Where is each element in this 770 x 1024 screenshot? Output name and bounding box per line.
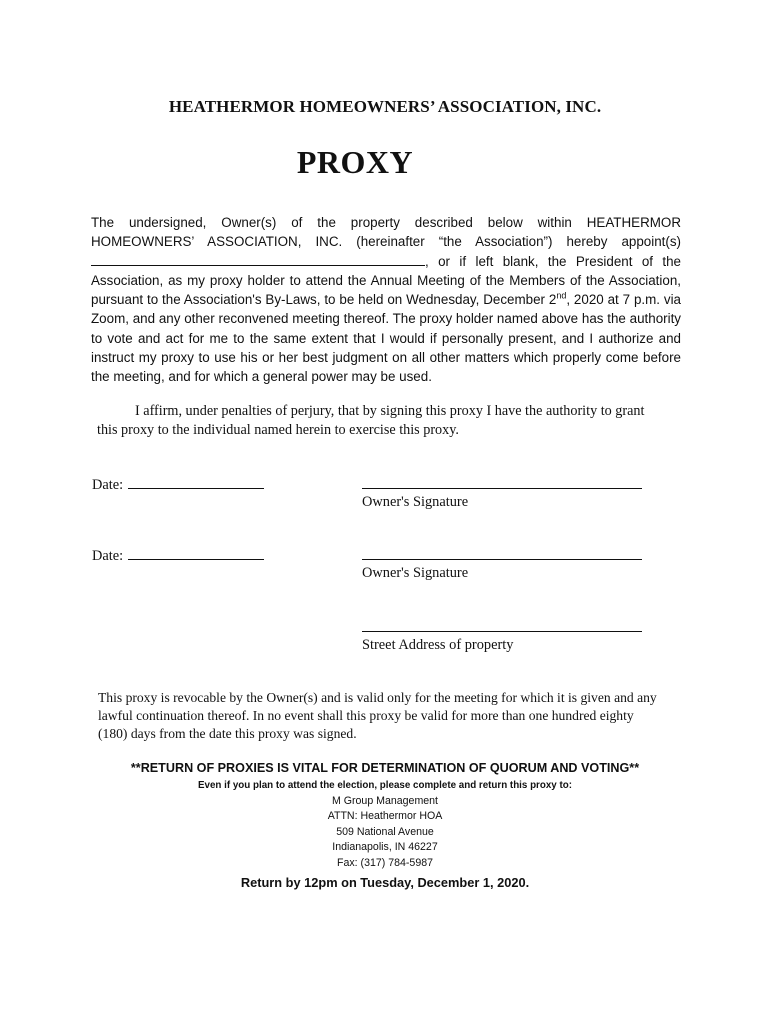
date-label: Date: xyxy=(92,477,124,493)
return-address-line: 509 National Avenue xyxy=(336,826,434,838)
organization-name: HEATHERMOR HOMEOWNERS’ ASSOCIATION, INC. xyxy=(168,97,602,116)
owner-signature-line-2[interactable] xyxy=(362,559,642,560)
date-label: Date: xyxy=(92,548,124,564)
paragraph-text-middle: , or if left blank, the President of the Association, as my proxy holder to attend the Annual Meeting of the Members of the Association, pursuant to the Association's By-Laws, to be held on Wednesday, December 2 xyxy=(91,253,681,308)
return-instruction: Even if you plan to attend the election, please complete and return this proxy to: xyxy=(198,780,572,791)
street-address-line[interactable] xyxy=(362,631,642,632)
return-notice-heading: **RETURN OF PROXIES IS VITAL FOR DETERMINATION OF QUORUM AND VOTING** xyxy=(130,761,640,775)
owner-signature-line-1[interactable] xyxy=(362,488,642,489)
date-ordinal-suffix: nd xyxy=(556,290,567,301)
document-title: PROXY xyxy=(296,144,414,180)
date-field-2 xyxy=(92,547,264,565)
return-address-line: M Group Management xyxy=(332,795,438,807)
revocation-statement: This proxy is revocable by the Owner(s) and is valid only for the meeting for which it is given and any lawful continuation thereof. In no event shall this proxy be valid for more than one hundred eighty (180) days from the date this proxy was signed. xyxy=(98,690,657,741)
return-fax-line: Fax: (317) 784-5987 xyxy=(337,857,433,869)
owner-signature-label-1: Owner's Signature xyxy=(362,494,469,510)
proxy-holder-name-blank[interactable] xyxy=(91,253,425,266)
affirmation-statement: I affirm, under penalties of perjury, that by signing this proxy I have the authority to grant this proxy to the individual named herein to exercise this proxy. xyxy=(97,403,645,438)
paragraph-text-end: , 2020 at 7 p.m. via Zoom, and any other reconvened meeting thereof. The proxy holder named above has the authority to vote and act for me to the same extent that I would if personally present, and I authorize and instruct my proxy to use his or her best judgment on all other matters which properly come before the meeting, and for which a general power may be used. xyxy=(91,292,682,385)
return-deadline: Return by 12pm on Tuesday, December 1, 2020. xyxy=(240,875,530,890)
paragraph-text-start: The undersigned, Owner(s) of the property described below within HEATHERMOR HOMEOWNERS’ ASSOCIATION, INC. (hereinafter “the Association”) hereby appoint(s) xyxy=(91,215,681,250)
proxy-appointment-paragraph xyxy=(91,213,681,387)
street-address-label: Street Address of property xyxy=(362,637,514,653)
date-field-1 xyxy=(92,476,264,494)
date-blank-1[interactable] xyxy=(128,476,264,489)
owner-signature-label-2: Owner's Signature xyxy=(362,565,469,581)
date-blank-2[interactable] xyxy=(128,547,264,560)
return-address-line: Indianapolis, IN 46227 xyxy=(332,841,438,853)
return-address-line: ATTN: Heathermor HOA xyxy=(327,810,443,822)
